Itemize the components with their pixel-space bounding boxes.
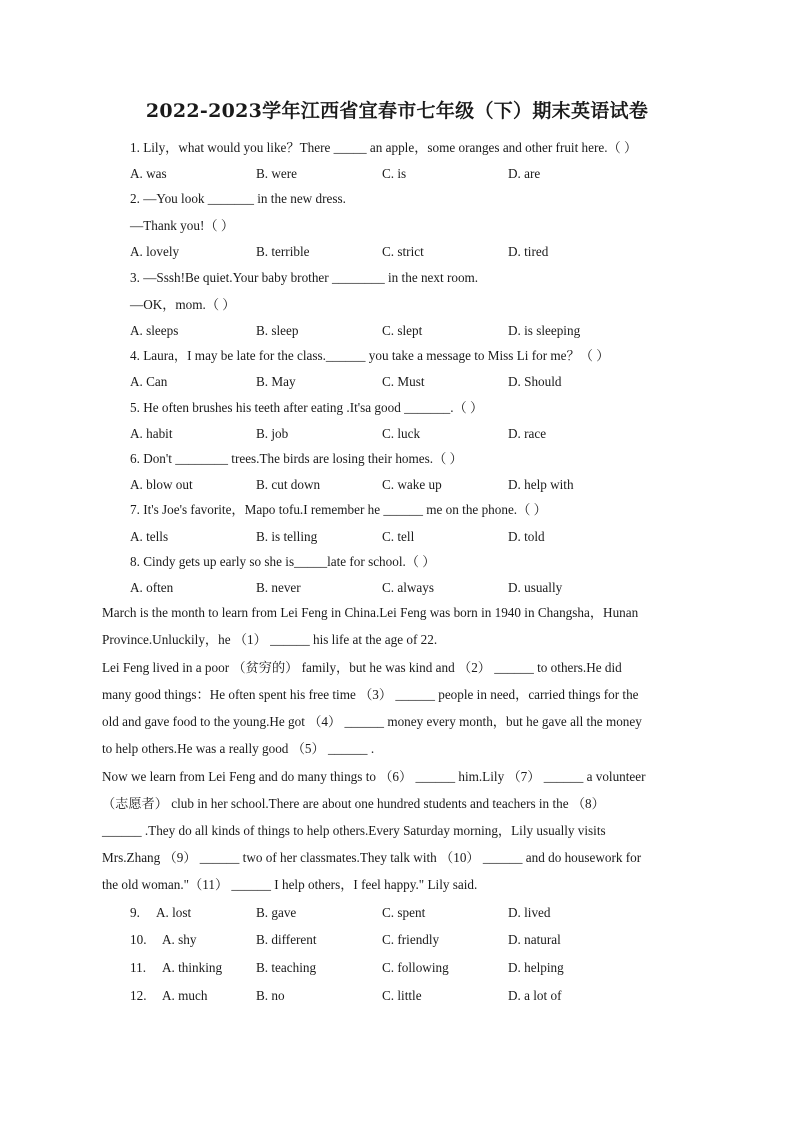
- q12-option-a: A. much: [162, 988, 208, 1003]
- q9-number: 9.: [130, 905, 140, 920]
- passage-line: Province.Unluckily，he （1） ______ his life at the age of 22.: [102, 632, 438, 647]
- question-2-stem: 2. —You look _______ in the new dress.: [130, 191, 346, 206]
- q11-number: 11.: [130, 960, 146, 975]
- passage-line: to help others.He was a really good （5） ______ .: [102, 741, 375, 756]
- passage-line: Now we learn from Lei Feng and do many things to （6） ______ him.Lily （7） ______ a volunteer: [102, 769, 646, 784]
- q11-option-b: B. teaching: [256, 960, 317, 975]
- q1-option-c: C. is: [382, 166, 407, 181]
- question-8-stem: 8. Cindy gets up early so she is_____late for school.（ ）: [130, 554, 436, 569]
- page-title: 2022-2023学年江西省宜春市七年级（下）期末英语试卷: [145, 100, 649, 122]
- q11-option-a: A. thinking: [162, 960, 223, 975]
- q8-option-a: A. often: [130, 580, 174, 595]
- q9-option-d: D. lived: [508, 905, 551, 920]
- question-5-stem: 5. He often brushes his teeth after eating .It'sa good _______.（ ）: [130, 400, 484, 415]
- q1-option-a: A. was: [130, 166, 167, 181]
- q9-option-c: C. spent: [382, 905, 426, 920]
- q10-option-b: B. different: [256, 932, 317, 947]
- q5-option-b: B. job: [256, 426, 289, 441]
- q1-option-b: B. were: [256, 166, 298, 181]
- q7-option-a: A. tells: [130, 529, 169, 544]
- passage-line: Lei Feng lived in a poor （贫穷的） family，but he was kind and （2） ______ to others.He did: [102, 660, 622, 675]
- q12-number: 12.: [130, 988, 147, 1003]
- q6-option-a: A. blow out: [130, 477, 193, 492]
- question-7-stem: 7. It's Joe's favorite，Mapo tofu.I remember he ______ me on the phone.（ ）: [130, 502, 547, 517]
- q4-option-a: A. Can: [130, 374, 168, 389]
- passage-line: ______ .They do all kinds of things to help others.Every Saturday morning，Lily usually visits: [102, 823, 606, 838]
- q12-option-c: C. little: [382, 988, 422, 1003]
- passage-line: many good things：He often spent his free time （3） ______ people in need，carried things for the: [102, 687, 639, 702]
- q2-option-a: A. lovely: [130, 244, 180, 259]
- question-1-stem: 1. Lily，what would you like？There _____ an apple，some oranges and other fruit here.（ ）: [130, 140, 638, 155]
- q11-option-c: C. following: [382, 960, 449, 975]
- question-6-stem: 6. Don't ________ trees.The birds are losing their homes.（ ）: [130, 451, 463, 466]
- q5-option-d: D. race: [508, 426, 547, 441]
- q3-option-d: D. is sleeping: [508, 323, 581, 338]
- q2-option-d: D. tired: [508, 244, 549, 259]
- q3-option-c: C. slept: [382, 323, 423, 338]
- q2-option-c: C. strict: [382, 244, 424, 259]
- q1-option-d: D. are: [508, 166, 541, 181]
- q11-option-d: D. helping: [508, 960, 564, 975]
- passage-line: the old woman."（11） ______ I help others，I feel happy." Lily said.: [102, 877, 478, 892]
- passage-line: Mrs.Zhang （9） ______ two of her classmates.They talk with （10） ______ and do housework for: [102, 850, 642, 865]
- q3-option-b: B. sleep: [256, 323, 299, 338]
- q12-option-d: D. a lot of: [508, 988, 562, 1003]
- q7-option-d: D. told: [508, 529, 545, 544]
- q4-option-b: B. May: [256, 374, 296, 389]
- passage-line: March is the month to learn from Lei Feng in China.Lei Feng was born in 1940 in Changsha，Hunan: [102, 605, 639, 620]
- q10-number: 10.: [130, 932, 147, 947]
- q6-option-d: D. help with: [508, 477, 574, 492]
- q4-option-d: D. Should: [508, 374, 562, 389]
- q8-option-d: D. usually: [508, 580, 563, 595]
- q3-option-a: A. sleeps: [130, 323, 179, 338]
- q8-option-c: C. always: [382, 580, 435, 595]
- q10-option-a: A. shy: [162, 932, 197, 947]
- question-4-stem: 4. Laura，I may be late for the class.______ you take a message to Miss Li for me？（ ）: [130, 348, 610, 363]
- q2-option-b: B. terrible: [256, 244, 310, 259]
- q5-option-c: C. luck: [382, 426, 421, 441]
- q10-option-c: C. friendly: [382, 932, 440, 947]
- q7-option-b: B. is telling: [256, 529, 318, 544]
- q8-option-b: B. never: [256, 580, 301, 595]
- passage-line: （志愿者） club in her school.There are about one hundred students and teachers in the （8）: [102, 796, 605, 811]
- question-2-reply: —Thank you!（ ）: [130, 218, 235, 233]
- q5-option-a: A. habit: [130, 426, 173, 441]
- question-3-stem: 3. —Sssh!Be quiet.Your baby brother ________ in the next room.: [130, 270, 479, 285]
- q6-option-b: B. cut down: [256, 477, 321, 492]
- passage-line: old and gave food to the young.He got （4） ______ money every month，but he gave all the money: [102, 714, 642, 729]
- q4-option-c: C. Must: [382, 374, 425, 389]
- question-3-reply: —OK，mom.（ ）: [130, 297, 236, 312]
- q6-option-c: C. wake up: [382, 477, 442, 492]
- q9-option-a: A. lost: [156, 905, 192, 920]
- q12-option-b: B. no: [256, 988, 285, 1003]
- q7-option-c: C. tell: [382, 529, 415, 544]
- q10-option-d: D. natural: [508, 932, 561, 947]
- q9-option-b: B. gave: [256, 905, 297, 920]
